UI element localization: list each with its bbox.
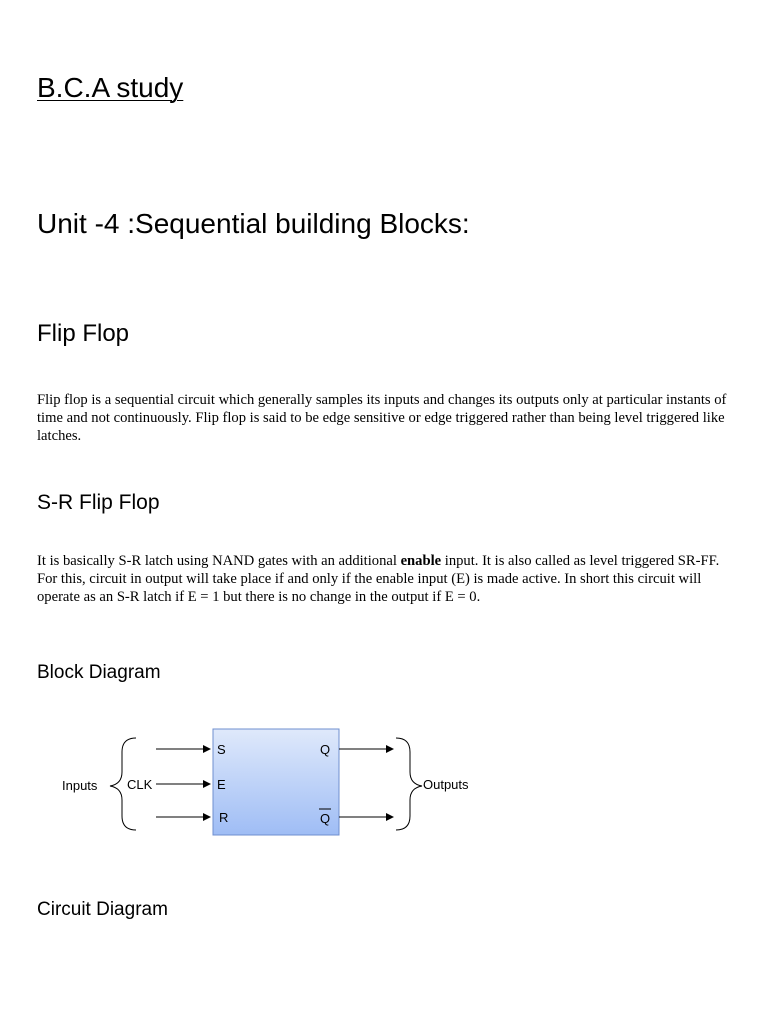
sr-paragraph-text-1: It is basically S-R latch using NAND gates with an additional [37, 553, 401, 569]
pin-s-label: S [217, 742, 226, 757]
pin-r-label: R [219, 810, 229, 825]
flip-flop-heading: Flip Flop [37, 320, 130, 347]
sr-paragraph-bold-enable: enable [400, 553, 442, 569]
clk-label: CLK [127, 777, 153, 792]
flip-flop-paragraph: Flip flop is a sequential circuit which generally samples its inputs and changes its outputs only at particular instants of time and not continuously. Flip flop is said to be edge sensitive or edge triggered rather than being level triggered like latches. [37, 392, 727, 444]
sr-flip-flop-block-diagram [0, 720, 768, 850]
sr-flip-flop-paragraph [37, 552, 737, 606]
inputs-label: Inputs [62, 778, 98, 793]
outputs-label: Outputs [423, 777, 469, 792]
unit-title: Unit -4 :Sequential building Blocks: [37, 208, 470, 239]
circuit-diagram-heading: Circuit Diagram [37, 899, 168, 920]
block-diagram-heading: Block Diagram [37, 662, 161, 683]
sr-flip-flop-heading: S-R Flip Flop [37, 491, 160, 514]
pin-q-label: Q [320, 742, 331, 757]
pin-e-label: E [217, 777, 226, 792]
outputs-brace [396, 738, 422, 830]
site-title: B.C.A study [37, 72, 184, 103]
pin-q-bar-label: Q [320, 811, 331, 826]
sr-paragraph-text-2: input. It is also called as level triggered SR-FF. For this, circuit in output will take place if and only if the enable input (E) is made active. In short this circuit will operate as an S-R latch if E = 1 but there is no change in the output if E = 0. [37, 553, 720, 605]
